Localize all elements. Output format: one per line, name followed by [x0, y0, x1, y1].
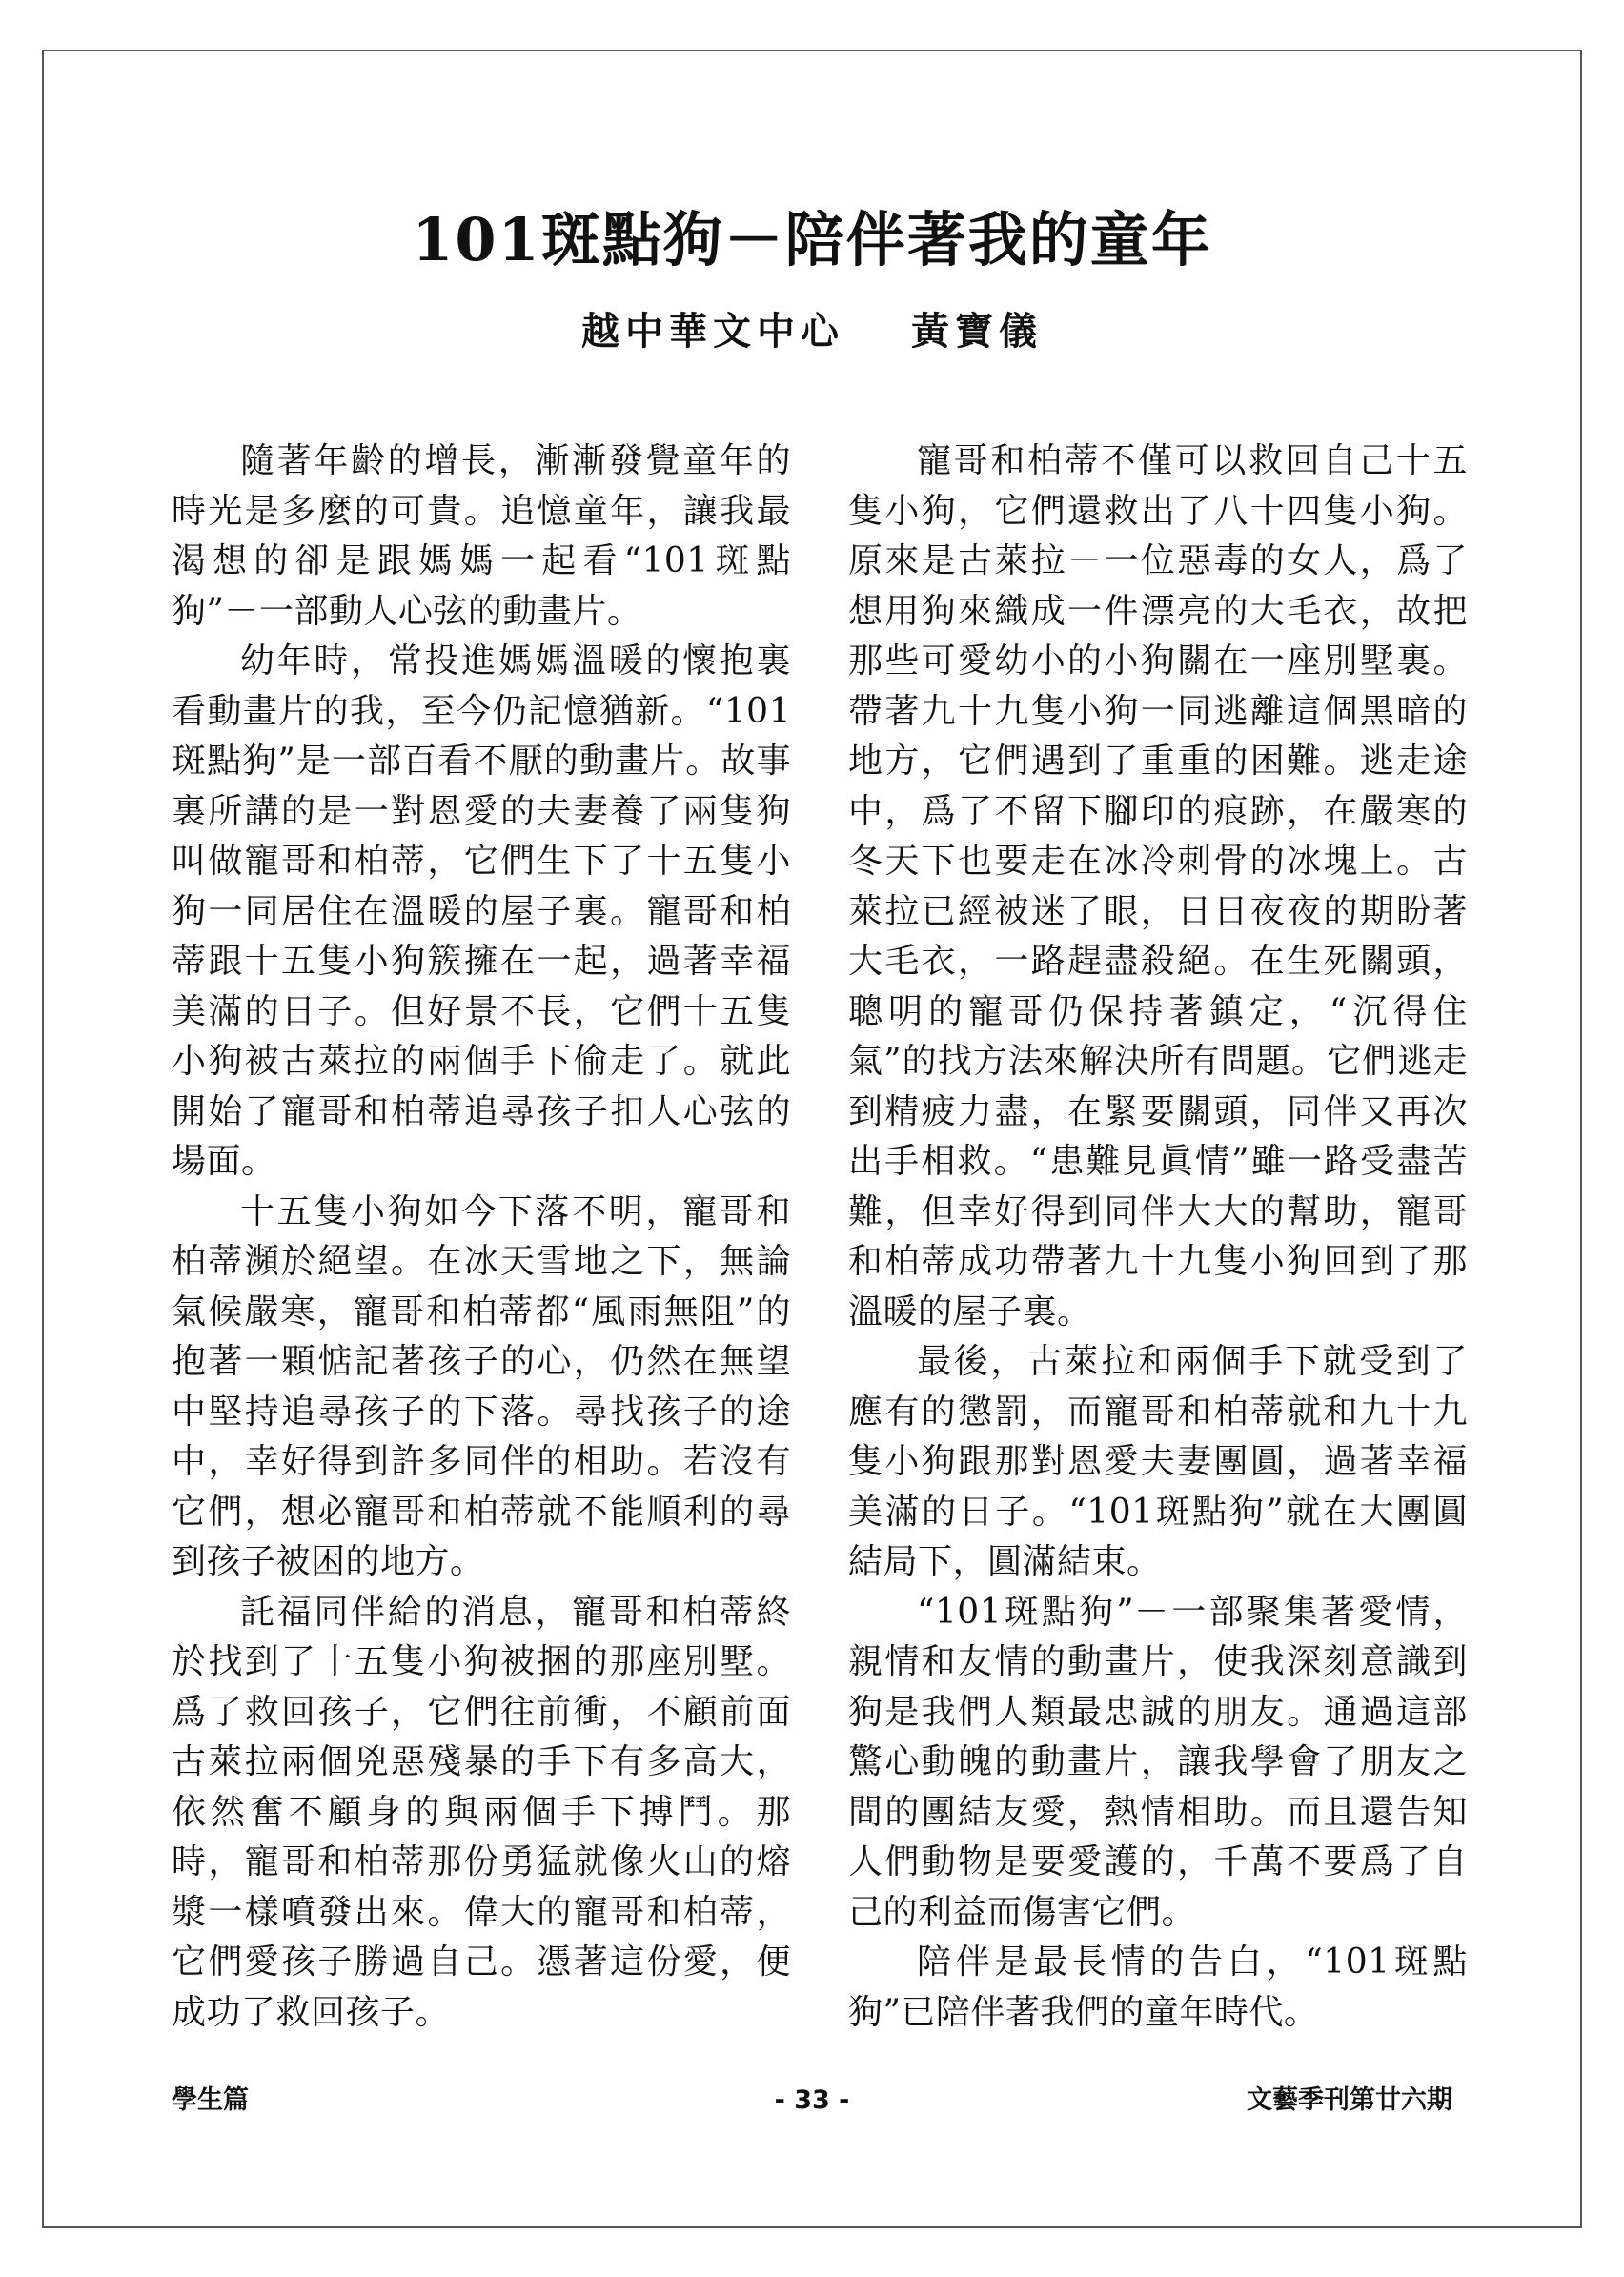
paragraph: 寵哥和柏蒂不僅可以救回自己十五隻小狗，它們還救出了八十四隻小狗。原來是古萊拉－一位惡毒的女人，爲了想用狗來織成一件漂亮的大毛衣，故把那些可愛幼小的小狗關在一座別墅裏。帶著九十九隻小狗一同逃離這個黑暗的地方，它們遇到了重重的困難。逃走途中，爲了不留下腳印的痕跡，在嚴寒的冬天下也要走在冰冷刺骨的冰塊上。古萊拉已經被迷了眼，日日夜夜的期盼著大毛衣，一路趕盡殺絕。在生死關頭，聰明的寵哥仍保持著鎮定，“沉得住氣”的找方法來解決所有問題。它們逃走到精疲力盡，在緊要關頭，同伴又再次出手相救。“患難見眞情”雖一路受盡苦難，但幸好得到同伴大大的幫助，寵哥和柏蒂成功帶著九十九隻小狗回到了那溫暖的屋子裏。: [848, 441, 1468, 1332]
article-title: 101斑點狗－陪伴著我的童年: [412, 205, 1212, 274]
footer-page-number: - 33 -: [774, 2085, 850, 2115]
byline-author: 黃寶儀: [911, 309, 1043, 354]
paragraph: 隨著年齡的增長，漸漸發覺童年的時光是多麼的可貴。追憶童年，讓我最渴想的卻是跟媽媽一起看“101斑點狗”－一部動人心弦的動畫片。: [172, 441, 791, 631]
article-column-right: [848, 437, 1468, 2038]
footer-publication: 文藝季刊第廿六期: [1247, 2085, 1452, 2115]
paragraph: 陪伴是最長情的告白，“101斑點狗”已陪伴著我們的童年時代。: [848, 1942, 1468, 2032]
paragraph: 十五隻小狗如今下落不明，寵哥和柏蒂瀕於絕望。在冰天雪地之下，無論氣候嚴寒，寵哥和柏蒂都“風雨無阻”的抱著一顆惦記著孩子的心，仍然在無望中堅持追尋孩子的下落。尋找孩子的途中，幸好得到許多同伴的相助。若沒有它們，想必寵哥和柏蒂就不能順利的尋到孩子被困的地方。: [172, 1191, 791, 1581]
byline-school: 越中華文中心: [581, 309, 844, 354]
footer-section: 學生篇: [172, 2085, 249, 2115]
paragraph: 最後，古萊拉和兩個手下就受到了應有的懲罰，而寵哥和柏蒂就和九十九隻小狗跟那對恩愛夫妻團圓，過著幸福美滿的日子。“101斑點狗”就在大團圓結局下，圓滿結束。: [848, 1342, 1468, 1581]
article-column-left: [172, 437, 791, 2038]
paragraph: 幼年時，常投進媽媽溫暖的懷抱裏看動畫片的我，至今仍記憶猶新。“101斑點狗”是一部百看不厭的動畫片。故事裏所講的是一對恩愛的夫妻養了兩隻狗叫做寵哥和柏蒂，它們生下了十五隻小狗一同居住在溫暖的屋子裏。寵哥和柏蒂跟十五隻小狗簇擁在一起，過著幸福美滿的日子。但好景不長，它們十五隻小狗被古萊拉的兩個手下偷走了。就此開始了寵哥和柏蒂追尋孩子扣人心弦的場面。: [172, 641, 791, 1181]
paragraph: “101斑點狗”－一部聚集著愛情，親情和友情的動畫片，使我深刻意識到狗是我們人類最忠誠的朋友。通過這部驚心動魄的動畫片，讓我學會了朋友之間的團結友愛，熱情相助。而且還告知人們動物是要愛護的，千萬不要爲了自己的利益而傷害它們。: [848, 1592, 1468, 1932]
byline: [0, 307, 1624, 356]
paragraph: 託福同伴給的消息，寵哥和柏蒂終於找到了十五隻小狗被捆的那座別墅。爲了救回孩子，它們往前衝，不顧前面古萊拉兩個兇惡殘暴的手下有多高大，依然奮不顧身的與兩個手下搏鬥。那時，寵哥和柏蒂那份勇猛就像火山的熔漿一樣噴發出來。偉大的寵哥和柏蒂，它們愛孩子勝過自己。憑著這份愛，便成功了救回孩子。: [172, 1592, 791, 2032]
